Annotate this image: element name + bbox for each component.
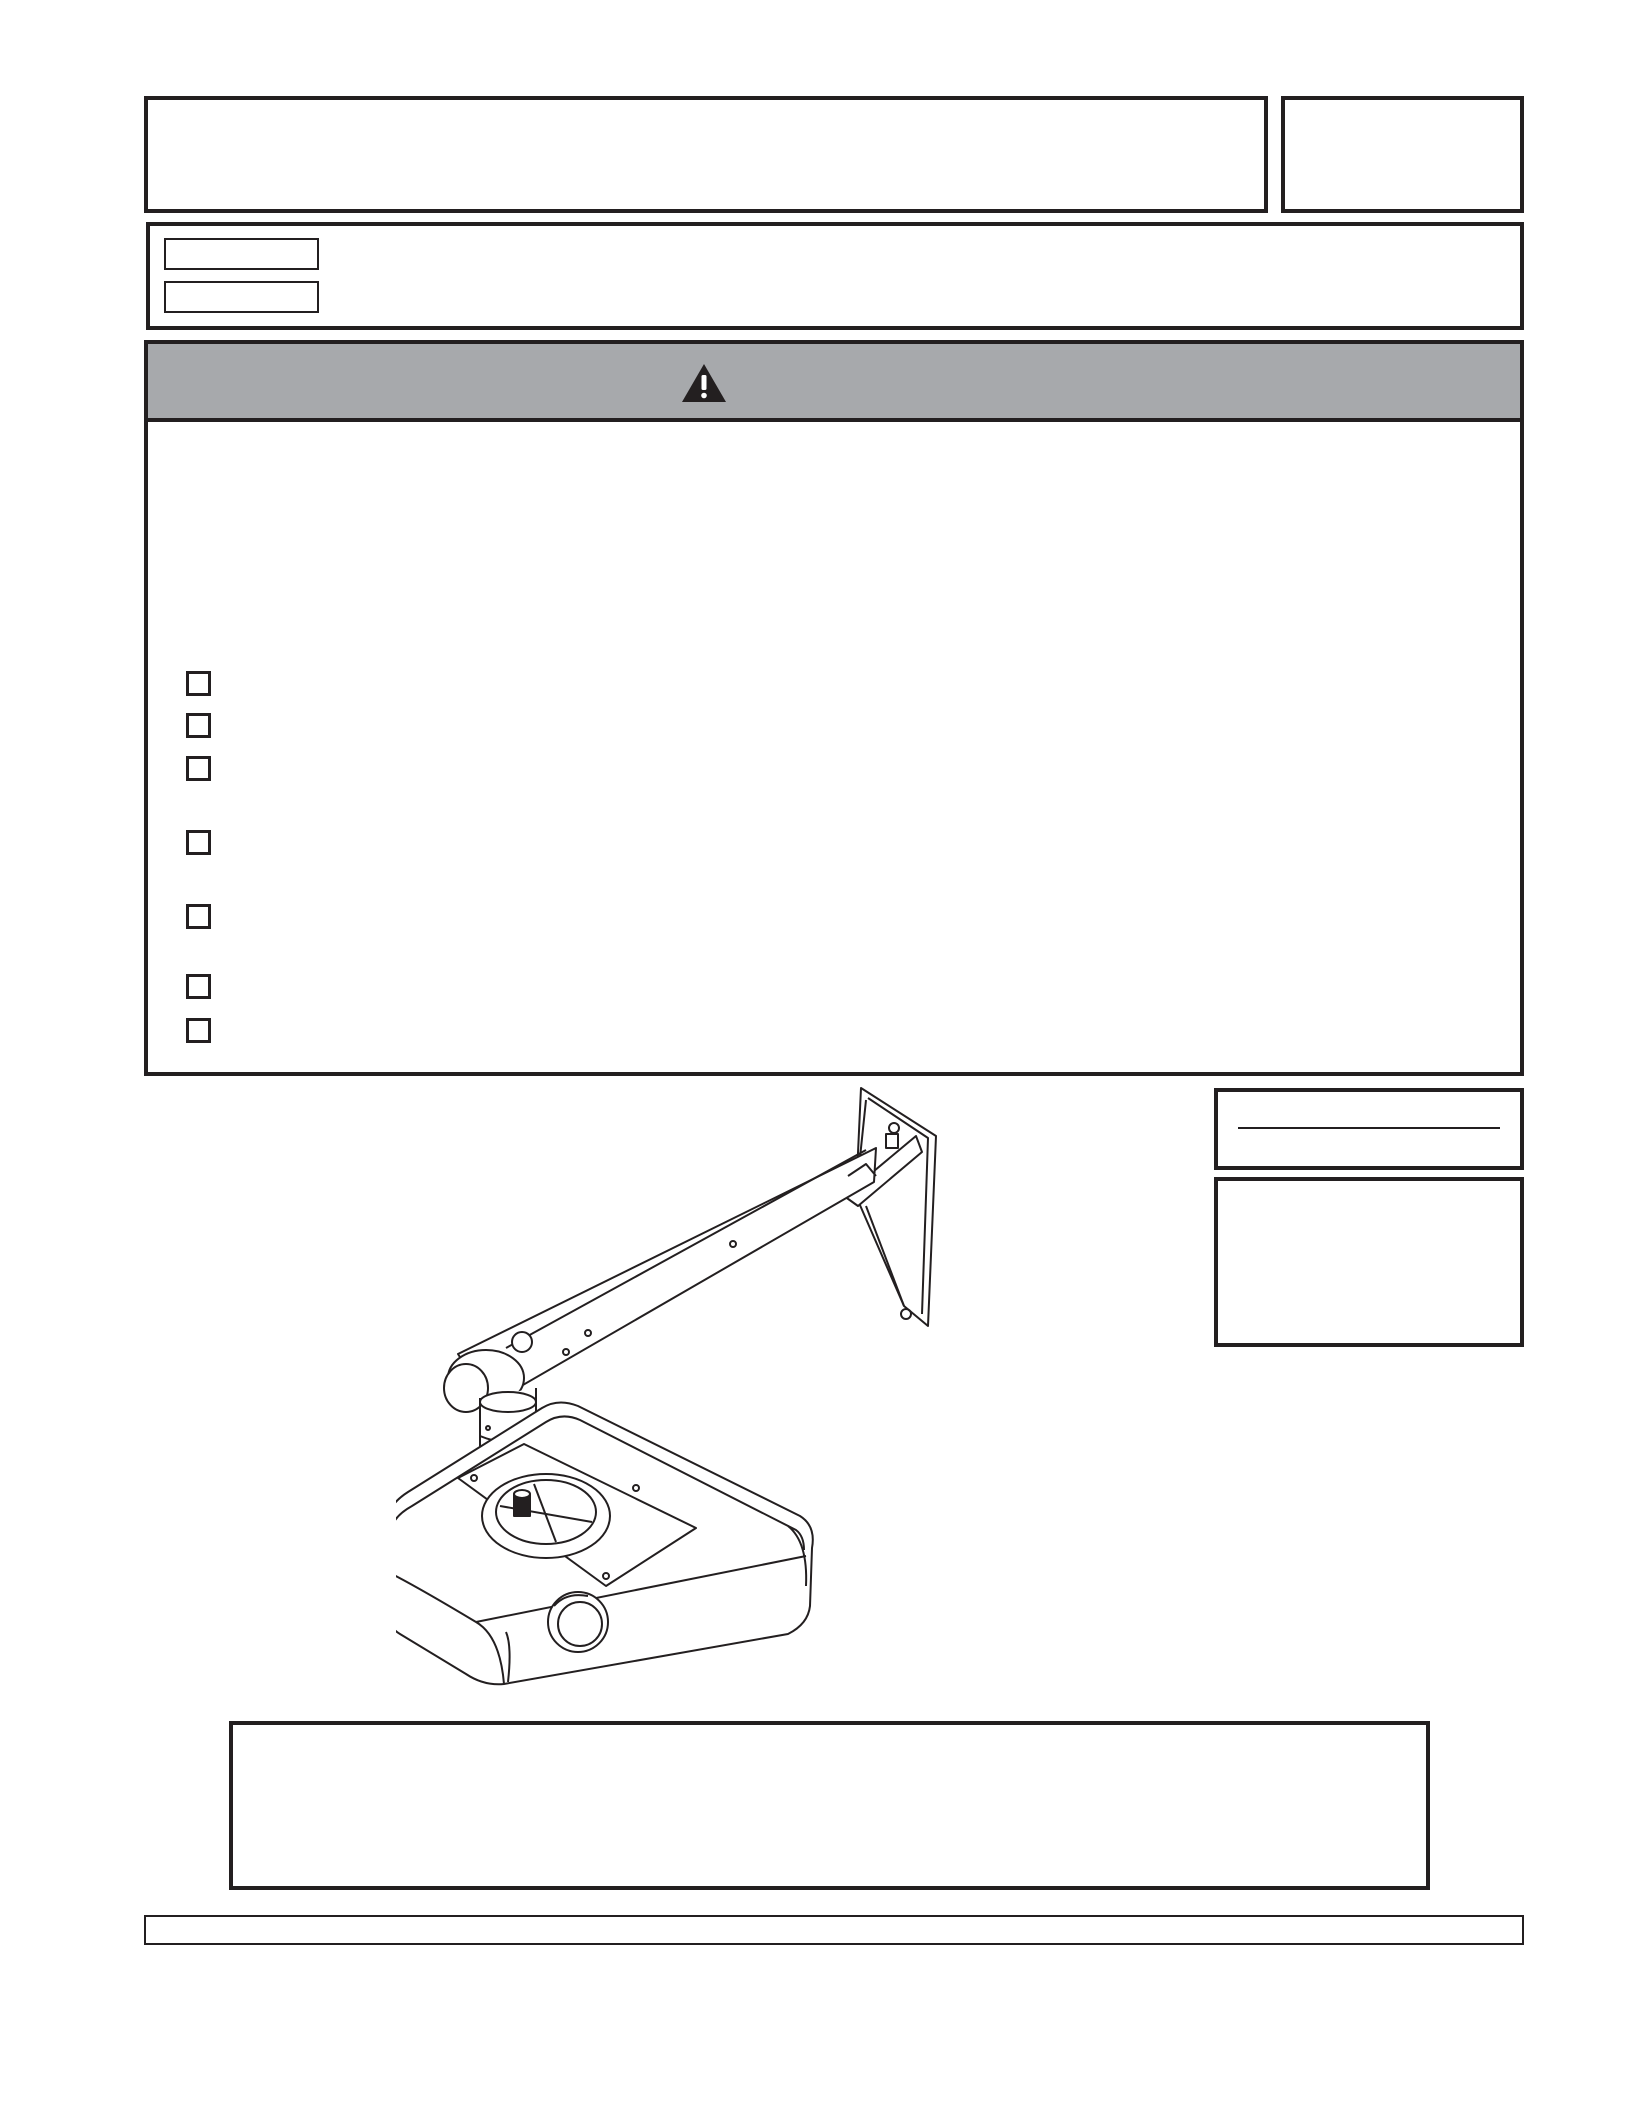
- checklist-checkbox[interactable]: [186, 1018, 211, 1043]
- projector-mount-illustration: [396, 1086, 956, 1686]
- label-tab: [164, 238, 319, 270]
- divider-rule: [1238, 1127, 1500, 1129]
- model-number-box: [1281, 96, 1524, 213]
- footer-bar: [144, 1915, 1524, 1945]
- warning-panel: [144, 340, 1524, 1076]
- checklist-checkbox[interactable]: [186, 974, 211, 999]
- title-box: [144, 96, 1268, 213]
- product-label-box: [146, 222, 1524, 330]
- checklist-checkbox[interactable]: [186, 904, 211, 929]
- info-box-bottom: [1214, 1177, 1524, 1347]
- checklist-checkbox[interactable]: [186, 830, 211, 855]
- label-tab: [164, 281, 319, 313]
- warning-triangle-icon: [680, 362, 728, 404]
- projector-lens: [548, 1592, 608, 1652]
- checklist-checkbox[interactable]: [186, 756, 211, 781]
- info-box-top: [1214, 1088, 1524, 1170]
- wall-plate: [856, 1088, 936, 1326]
- notice-box: [229, 1721, 1430, 1890]
- checklist-checkbox[interactable]: [186, 671, 211, 696]
- warning-header: [148, 344, 1520, 422]
- checklist-checkbox[interactable]: [186, 713, 211, 738]
